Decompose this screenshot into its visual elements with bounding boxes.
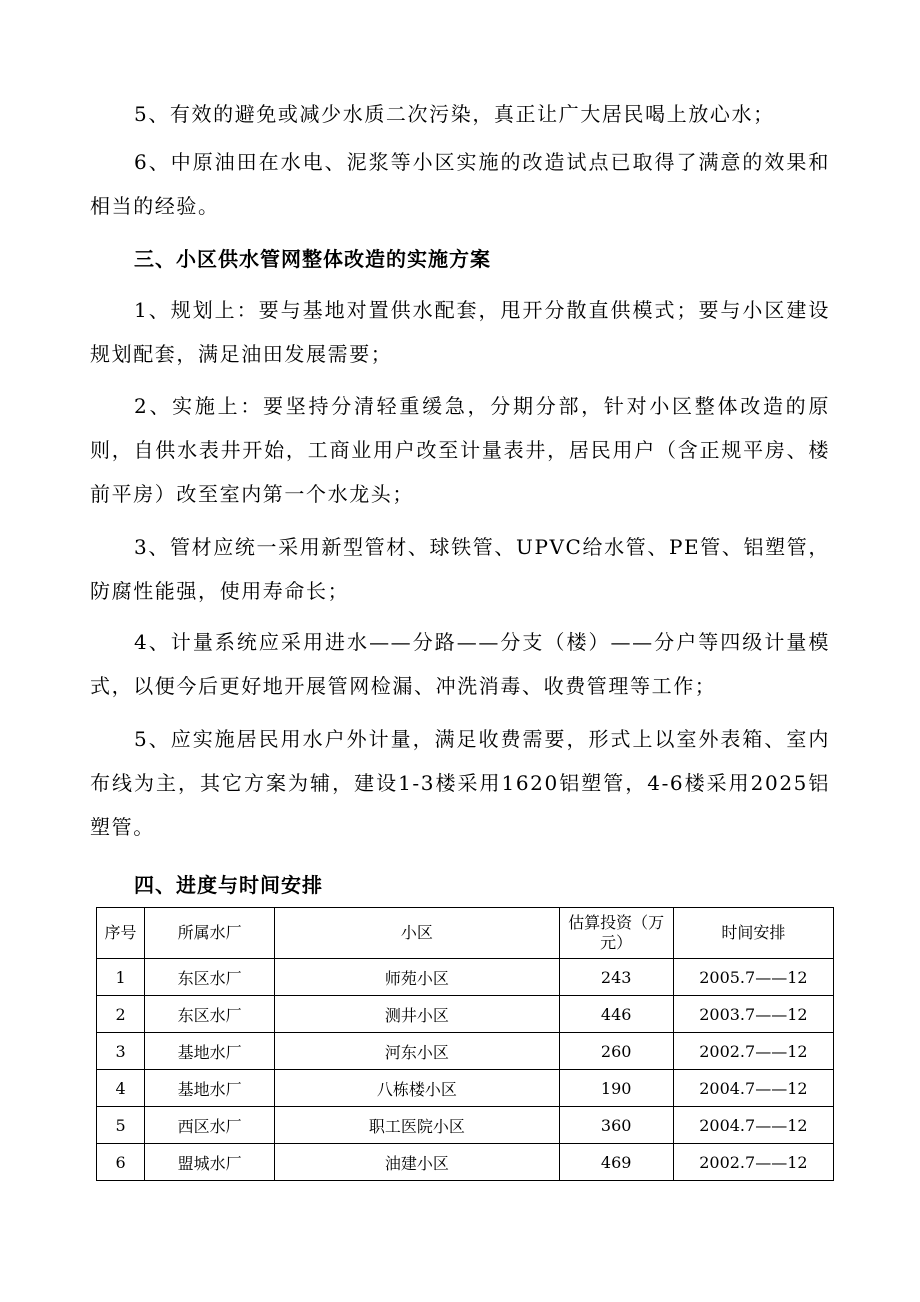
cell-no: 5	[97, 1107, 145, 1144]
cell-plant: 基地水厂	[145, 1070, 275, 1107]
table-row	[97, 1070, 834, 1107]
cell-no: 4	[97, 1070, 145, 1107]
header-no: 序号	[97, 908, 145, 959]
cell-no: 2	[97, 996, 145, 1033]
cell-invest: 469	[559, 1144, 673, 1181]
table-row	[97, 1107, 834, 1144]
cell-time: 2004.7——12	[673, 1107, 833, 1144]
cell-time: 2004.7——12	[673, 1070, 833, 1107]
section-heading-schedule: 四、进度与时间安排	[134, 873, 323, 897]
header-plant: 所属水厂	[145, 908, 275, 959]
cell-area: 八栋楼小区	[275, 1070, 559, 1107]
table-row	[97, 996, 834, 1033]
paragraph-implementation: 2、实施上：要坚持分清轻重缓急，分期分部，针对小区整体改造的原则，自供水表井开始，工商业用户改至计量表井，居民用户（含正规平房、楼前平房）改至室内第一个水龙头；	[90, 394, 830, 506]
paragraph-outdoor-metering: 5、应实施居民用水户外计量，满足收费需要，形式上以室外表箱、室内布线为主，其它方案为辅，建设1-3楼采用1620铝塑管，4-6楼采用2025铝塑管。	[90, 727, 830, 839]
table-row	[97, 1144, 834, 1181]
cell-invest: 243	[559, 959, 673, 996]
cell-plant: 东区水厂	[145, 996, 275, 1033]
cell-area: 测井小区	[275, 996, 559, 1033]
paragraph-water-quality: 5、有效的避免或减少水质二次污染，真正让广大居民喝上放心水；	[134, 102, 775, 126]
cell-no: 1	[97, 959, 145, 996]
table-row	[97, 1033, 834, 1070]
cell-plant: 东区水厂	[145, 959, 275, 996]
cell-time: 2002.7——12	[673, 1144, 833, 1181]
header-invest: 估算投资（万元）	[559, 908, 673, 959]
cell-area: 河东小区	[275, 1033, 559, 1070]
paragraph-metering-system: 4、计量系统应采用进水——分路——分支（楼）——分户等四级计量模式，以便今后更好地开展管网检漏、冲洗消毒、收费管理等工作；	[90, 630, 830, 698]
cell-time: 2002.7——12	[673, 1033, 833, 1070]
cell-invest: 190	[559, 1070, 673, 1107]
section-heading-implementation-plan: 三、小区供水管网整体改造的实施方案	[134, 247, 491, 271]
cell-plant: 盟城水厂	[145, 1144, 275, 1181]
paragraph-planning: 1、规划上：要与基地对置供水配套，甩开分散直供模式；要与小区建设规划配套，满足油田发展需要；	[90, 298, 830, 366]
cell-area: 油建小区	[275, 1144, 559, 1181]
cell-time: 2003.7——12	[673, 996, 833, 1033]
header-area: 小区	[275, 908, 559, 959]
table-row	[97, 959, 834, 996]
cell-no: 6	[97, 1144, 145, 1181]
cell-area: 师苑小区	[275, 959, 559, 996]
cell-no: 3	[97, 1033, 145, 1070]
cell-time: 2005.7——12	[673, 959, 833, 996]
cell-area: 职工医院小区	[275, 1107, 559, 1144]
cell-plant: 西区水厂	[145, 1107, 275, 1144]
schedule-table	[96, 907, 834, 1181]
cell-plant: 基地水厂	[145, 1033, 275, 1070]
header-time: 时间安排	[673, 908, 833, 959]
paragraph-pipe-materials: 3、管材应统一采用新型管材、球铁管、UPVC给水管、PE管、铝塑管，防腐性能强，使用寿命长；	[90, 535, 830, 603]
cell-invest: 360	[559, 1107, 673, 1144]
cell-invest: 446	[559, 996, 673, 1033]
cell-invest: 260	[559, 1033, 673, 1070]
table-header-row	[97, 908, 834, 959]
paragraph-pilot-experience: 6、中原油田在水电、泥浆等小区实施的改造试点已取得了满意的效果和相当的经验。	[90, 150, 830, 218]
